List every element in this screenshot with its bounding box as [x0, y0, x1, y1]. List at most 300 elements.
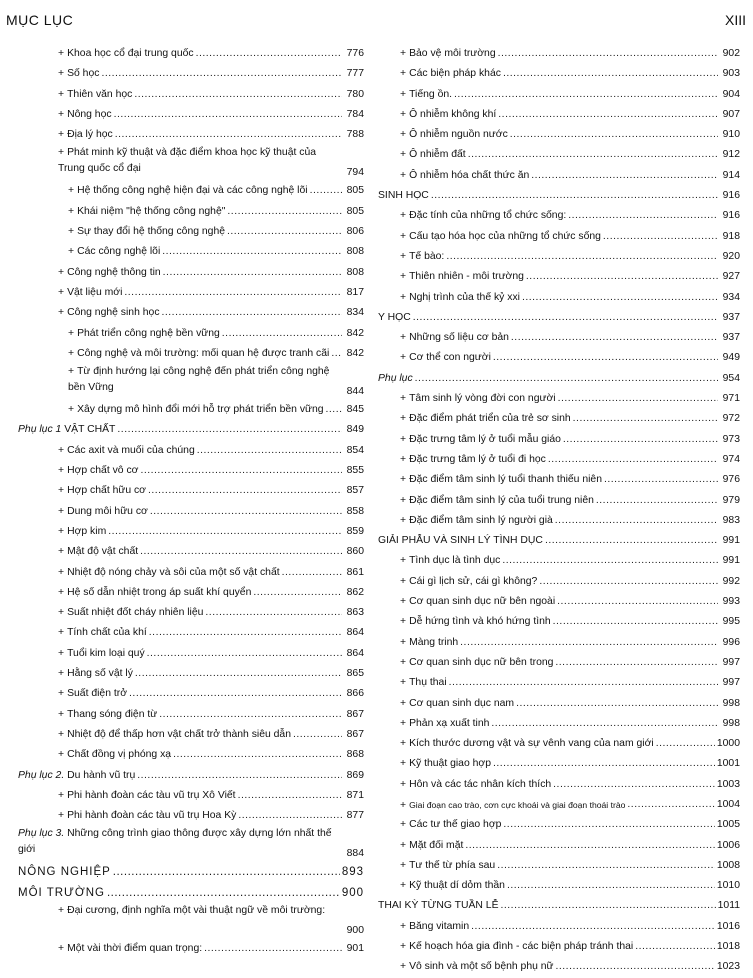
dot-leader	[503, 815, 714, 835]
bullet-icon: +	[58, 465, 65, 477]
toc-entry-text: Thụ thai	[409, 677, 447, 689]
toc-entry	[378, 795, 740, 815]
toc-page-number: 869	[346, 769, 364, 781]
toc-entry	[378, 815, 740, 835]
dot-leader	[502, 551, 718, 571]
dot-leader	[553, 775, 715, 795]
toc-page-number: 902	[722, 48, 740, 59]
toc-entry-title	[400, 856, 495, 876]
dot-leader	[555, 511, 718, 531]
toc-entry-title	[68, 344, 329, 364]
toc-entry-text: Các axit và muối của chúng	[67, 444, 195, 456]
bullet-icon: +	[400, 961, 407, 973]
dot-leader	[522, 288, 718, 308]
bullet-icon: +	[400, 596, 407, 608]
dot-leader	[596, 491, 718, 511]
toc-page-number: 1003	[716, 778, 740, 790]
appendix-label: Phụ lục 3.	[18, 828, 65, 840]
dot-leader	[493, 348, 718, 368]
toc-entry-title	[58, 502, 148, 522]
toc-entry-title	[58, 806, 236, 826]
toc-column-right	[378, 44, 740, 978]
dot-leader	[446, 247, 718, 267]
toc-entry-title	[378, 896, 499, 916]
toc-page-number: 784	[346, 108, 364, 120]
bullet-icon: +	[68, 246, 75, 258]
toc-page-number: 862	[346, 586, 364, 598]
bullet-icon: +	[400, 332, 407, 344]
appendix-label: Phụ lục 2.	[18, 769, 65, 781]
toc-entry-text: Một vài thời điểm quan trọng:	[67, 942, 203, 954]
dot-leader	[548, 450, 718, 470]
toc-entry-title	[68, 324, 220, 344]
bullet-icon: +	[58, 566, 65, 578]
toc-entry-text: Hệ thống công nghệ hiện đại và các công nghệ lõi	[77, 185, 308, 197]
toc-page-number: 1010	[716, 880, 740, 892]
page-header	[6, 12, 746, 32]
toc-entry-text: Tiếng ồn.	[409, 88, 453, 100]
toc-entry	[378, 551, 740, 571]
toc-entry-text: Đặc trưng tâm lý ở tuổi đi học	[409, 453, 546, 465]
toc-entry-text: THAI KỲ TỪNG TUẦN LỄ	[378, 900, 499, 912]
bullet-icon: +	[58, 668, 65, 680]
appendix-label: Phụ lục	[378, 372, 413, 384]
toc-page-number: 916	[722, 190, 740, 202]
bullet-icon: +	[58, 266, 65, 278]
dot-leader	[627, 795, 714, 815]
dot-leader	[498, 44, 718, 64]
toc-entry-text: Du hành vũ trụ	[64, 769, 136, 781]
toc-entry-text: NÔNG NGHIỆP	[18, 866, 111, 879]
dot-leader	[491, 714, 718, 734]
dot-leader	[635, 937, 715, 957]
toc-entry-title	[18, 420, 115, 440]
bullet-icon: +	[58, 108, 65, 120]
dot-leader	[197, 441, 342, 461]
bullet-icon: +	[400, 68, 407, 80]
toc-entry-text: Khái niệm "hệ thống công nghệ"	[77, 205, 226, 217]
toc-entry	[18, 105, 364, 125]
toc-entry	[378, 694, 740, 714]
dot-leader	[516, 694, 718, 714]
toc-entry-title	[58, 664, 133, 684]
toc-entry	[378, 64, 740, 84]
toc-entry	[378, 917, 740, 937]
toc-page-number: 808	[346, 246, 364, 258]
toc-entry-text: Những số liệu cơ bản	[409, 332, 509, 344]
bullet-icon: +	[400, 271, 407, 283]
dot-leader	[196, 44, 342, 64]
toc-entry-text: Ô nhiễm hóa chất thức ăn	[409, 169, 530, 181]
toc-entry	[378, 856, 740, 876]
bullet-icon: +	[68, 185, 75, 197]
toc-entry	[378, 145, 740, 165]
dot-leader	[238, 786, 342, 806]
toc-entry-text: Giai đoạn cao trào, cơn cực khoái và giai đoạn thoái trào	[409, 799, 626, 810]
toc-entry	[378, 389, 740, 409]
bullet-icon: +	[58, 68, 65, 80]
bullet-icon: +	[400, 108, 407, 120]
bullet-icon: +	[68, 366, 75, 378]
toc-page-number: 1008	[716, 859, 740, 871]
toc-entry-title	[400, 775, 551, 795]
toc-entry-text: Hợp chất hữu cơ	[67, 485, 146, 497]
dot-leader	[163, 263, 342, 283]
bullet-icon: +	[68, 226, 75, 238]
dot-leader	[113, 862, 340, 882]
toc-entry-title	[400, 714, 489, 734]
bullet-icon: +	[400, 88, 407, 100]
toc-page-number: 983	[722, 514, 740, 526]
dot-leader	[507, 876, 715, 896]
bullet-icon: +	[400, 677, 407, 689]
toc-entry	[18, 481, 364, 501]
bullet-icon: +	[58, 749, 65, 761]
dot-leader	[150, 502, 342, 522]
toc-entry-text: Kỹ thuật giao hợp	[409, 758, 491, 770]
bullet-icon: +	[400, 778, 407, 790]
toc-entry-title	[58, 85, 132, 105]
toc-page-number: 1016	[716, 920, 740, 932]
toc-entry-title	[400, 166, 529, 186]
toc-entry-title	[400, 572, 537, 592]
toc-entry-text: Đặc tính của những tổ chức sống:	[409, 210, 567, 222]
toc-page-number: 866	[346, 688, 364, 700]
toc-entry-text: Đặc điểm tâm sinh lý người già	[409, 514, 553, 526]
toc-entry-title	[18, 826, 344, 862]
toc-page-number: 776	[346, 48, 364, 59]
toc-entry-title	[400, 592, 555, 612]
dot-leader	[531, 166, 718, 186]
toc-entry-title	[58, 283, 122, 303]
toc-entry-title	[378, 369, 413, 389]
toc-entry-title	[58, 522, 106, 542]
toc-entry-text: Cơ quan sinh dục nữ bên ngoài	[409, 596, 556, 608]
toc-entry	[378, 308, 740, 328]
toc-entry-text: Khoa học cổ đại trung quốc	[67, 48, 194, 59]
toc-entry	[18, 364, 364, 400]
dot-leader	[108, 522, 342, 542]
dot-leader	[227, 222, 342, 242]
bullet-icon: +	[400, 636, 407, 648]
page-number: XIII	[724, 12, 746, 28]
toc-entry-text: Phi hành đoàn các tàu vũ trụ Xô Viết	[67, 789, 236, 801]
toc-entry	[18, 324, 364, 344]
toc-page-number: 920	[722, 250, 740, 262]
toc-entry-title	[400, 876, 505, 896]
toc-entry	[18, 85, 364, 105]
toc-page-number: 996	[722, 636, 740, 648]
dot-leader	[148, 481, 342, 501]
toc-page-number: 900	[341, 886, 364, 899]
toc-page-number: 849	[346, 424, 364, 436]
toc-page-number: 934	[722, 291, 740, 303]
bullet-icon: +	[400, 48, 407, 59]
bullet-icon: +	[400, 494, 407, 506]
toc-entry-text: Tình dục là tình dục	[409, 555, 501, 567]
dot-leader	[454, 85, 718, 105]
toc-entry	[378, 186, 740, 206]
toc-entry-title	[400, 491, 594, 511]
toc-entry	[18, 181, 364, 201]
bullet-icon: +	[68, 205, 75, 217]
toc-entry-text: Suất điện trở	[67, 688, 128, 700]
bullet-icon: +	[58, 627, 65, 639]
toc-page-number: 780	[346, 88, 364, 100]
toc-page-number: 808	[346, 266, 364, 278]
toc-entry-title	[400, 44, 496, 64]
toc-page-number: 855	[346, 465, 364, 477]
toc-entry	[378, 470, 740, 490]
toc-entry-text: Đặc điểm phát triển của trẻ sơ sinh	[409, 413, 571, 425]
toc-entry-text: Hệ số dẫn nhiệt trong áp suất khí quyển	[67, 586, 252, 598]
dot-leader	[238, 806, 342, 826]
toc-page-number: 992	[722, 575, 740, 587]
toc-entry-text: Những công trình giao thông được xây dựng lớn nhất thế giới	[18, 828, 332, 856]
toc-page-number: 854	[346, 444, 364, 456]
dot-leader	[511, 328, 718, 348]
bullet-icon: +	[58, 505, 65, 517]
toc-entry-text: Các tư thế giao hợp	[409, 819, 502, 831]
toc-entry-title	[400, 389, 556, 409]
toc-entry-title	[58, 623, 147, 643]
toc-page-number: 842	[346, 327, 364, 339]
dot-leader	[331, 344, 342, 364]
dot-leader	[227, 202, 342, 222]
bullet-icon: +	[400, 859, 407, 871]
toc-page-number: 842	[346, 347, 364, 359]
toc-page-number: 918	[722, 230, 740, 242]
dot-leader	[205, 603, 342, 623]
toc-entry-title	[58, 481, 146, 501]
toc-entry	[18, 883, 364, 903]
toc-entry	[18, 826, 364, 862]
toc-entry-text: Nhiệt độ nóng chảy và sôi của một số vật chất	[67, 566, 280, 578]
toc-entry-text: Hợp chất vô cơ	[67, 465, 139, 477]
toc-entry	[378, 572, 740, 592]
toc-entry-text: Phản xạ xuất tinh	[409, 717, 490, 729]
toc-entry-title	[58, 786, 236, 806]
toc-entry	[378, 876, 740, 896]
dot-leader	[545, 531, 718, 551]
toc-page-number: 1005	[716, 819, 740, 831]
toc-page-number: 861	[346, 566, 364, 578]
toc-entry-title	[378, 308, 411, 328]
toc-entry	[378, 450, 740, 470]
dot-leader	[149, 623, 342, 643]
toc-entry	[378, 531, 740, 551]
dot-leader	[135, 664, 342, 684]
toc-entry-title	[400, 450, 546, 470]
bullet-icon: +	[400, 433, 407, 445]
bullet-icon: +	[400, 616, 407, 628]
dot-leader	[173, 745, 342, 765]
toc-entry-title	[400, 206, 566, 226]
dot-leader	[282, 563, 342, 583]
toc-page-number: 834	[346, 307, 364, 319]
toc-page-number: 997	[722, 656, 740, 668]
toc-entry-text: Tư thế từ phía sau	[409, 859, 496, 871]
toc-page-number: 817	[346, 286, 364, 298]
bullet-icon: +	[400, 169, 407, 181]
bullet-icon: +	[400, 920, 407, 932]
toc-entry-title	[68, 242, 160, 262]
dot-leader	[413, 308, 718, 328]
toc-page-number: 972	[722, 413, 740, 425]
bullet-icon: +	[400, 819, 407, 831]
dot-leader	[107, 883, 340, 903]
toc-page-number: 914	[722, 169, 740, 181]
bullet-icon: +	[400, 149, 407, 161]
toc-entry-title	[18, 766, 135, 786]
toc-entry	[18, 745, 364, 765]
toc-entry	[378, 592, 740, 612]
dot-leader	[310, 181, 342, 201]
toc-page-number: 893	[341, 866, 364, 879]
bullet-icon: +	[400, 717, 407, 729]
toc-entry	[378, 348, 740, 368]
toc-entry-text: VẬT CHẤT	[61, 424, 116, 436]
toc-entry	[378, 734, 740, 754]
toc-entry-text: MÔI TRƯỜNG	[18, 886, 105, 899]
toc-entry-text: Tâm sinh lý vòng đời con người	[409, 393, 556, 405]
toc-entry	[18, 242, 364, 262]
bullet-icon: +	[400, 799, 407, 811]
bullet-icon: +	[58, 129, 65, 141]
toc-entry-title	[400, 694, 514, 714]
toc-entry-text: Hôn và các tác nhân kích thích	[409, 778, 552, 790]
dot-leader	[134, 85, 342, 105]
toc-entry	[18, 786, 364, 806]
toc-page-number: 993	[722, 596, 740, 608]
toc-entry	[18, 862, 364, 882]
toc-entry-title	[58, 441, 195, 461]
toc-entry-text: Thang sóng điện từ	[67, 708, 158, 720]
dot-leader	[115, 125, 342, 145]
toc-entry-text: Tế bào:	[409, 250, 445, 262]
toc-entry-title	[378, 531, 543, 551]
dot-leader	[415, 369, 718, 389]
appendix-label: Phụ lục 1	[18, 424, 62, 436]
dot-leader	[162, 303, 342, 323]
toc-entry	[18, 222, 364, 242]
toc-entry-text: Công nghệ thông tin	[67, 266, 161, 278]
toc-entry-title	[400, 511, 553, 531]
toc-entry-title	[68, 222, 225, 242]
bullet-icon: +	[400, 656, 407, 668]
dot-leader	[557, 592, 718, 612]
bullet-icon: +	[58, 607, 65, 619]
bullet-icon: +	[400, 352, 407, 364]
dot-leader	[460, 633, 718, 653]
toc-entry-title	[400, 612, 551, 632]
toc-page-number: 901	[346, 942, 364, 954]
bullet-icon: +	[400, 250, 407, 262]
bullet-icon: +	[58, 586, 65, 598]
dot-leader	[204, 939, 342, 959]
toc-entry-title	[68, 364, 344, 400]
dot-leader	[604, 470, 718, 490]
toc-page-number: 991	[722, 555, 740, 567]
toc-entry-title	[400, 754, 491, 774]
toc-entry	[18, 344, 364, 364]
toc-entry-text: Đại cương, định nghĩa một vài thuật ngữ về môi trường:	[67, 904, 326, 916]
bullet-icon: +	[400, 697, 407, 709]
bullet-icon: +	[400, 839, 407, 851]
toc-page-number: 805	[346, 185, 364, 197]
toc-entry	[378, 328, 740, 348]
toc-entry	[18, 939, 364, 959]
toc-entry-text: Tính chất của khí	[67, 627, 147, 639]
toc-page-number: 910	[722, 129, 740, 141]
toc-page-number: 1011	[717, 900, 740, 912]
toc-entry-text: Thiên nhiên - môi trường	[409, 271, 524, 283]
toc-entry	[378, 85, 740, 105]
toc-entry-text: Các biện pháp khác	[409, 68, 501, 80]
toc-page-number: 900	[346, 924, 364, 936]
dot-leader	[147, 644, 342, 664]
toc-entry-title	[18, 883, 105, 903]
toc-entry-title	[400, 64, 501, 84]
dot-leader	[501, 896, 716, 916]
toc-entry	[18, 44, 364, 64]
bullet-icon: +	[68, 404, 75, 416]
toc-page-number: 907	[722, 108, 740, 120]
toc-entry	[378, 896, 740, 916]
bullet-icon: +	[58, 728, 65, 740]
toc-entry-title	[58, 644, 145, 664]
dot-leader	[124, 283, 342, 303]
toc-entry-title	[58, 684, 127, 704]
toc-entry	[378, 288, 740, 308]
toc-entry	[18, 283, 364, 303]
toc-entry	[378, 754, 740, 774]
toc-entry-title	[400, 267, 524, 287]
toc-entry-title	[378, 186, 429, 206]
toc-entry	[18, 542, 364, 562]
toc-page-number: 976	[722, 474, 740, 486]
toc-entry	[18, 623, 364, 643]
toc-entry-text: Ô nhiễm không khí	[409, 108, 497, 120]
toc-entry	[378, 836, 740, 856]
toc-entry-title	[400, 551, 500, 571]
dot-leader	[101, 64, 342, 84]
toc-entry-title	[400, 795, 625, 815]
toc-entry-text: Màng trinh	[409, 636, 459, 648]
toc-page-number: 794	[346, 167, 364, 179]
toc-column-left	[18, 44, 364, 959]
toc-entry-title	[18, 862, 111, 882]
toc-page-number: 857	[346, 485, 364, 497]
dot-leader	[253, 583, 342, 603]
toc-entry	[378, 612, 740, 632]
toc-page-number: 973	[722, 433, 740, 445]
bullet-icon: +	[58, 485, 65, 497]
toc-page-number: 974	[722, 453, 740, 465]
toc-entry-text: Cơ thể con người	[409, 352, 491, 364]
toc-entry	[378, 673, 740, 693]
toc-entry-title	[58, 939, 202, 959]
toc-entry-title	[400, 125, 508, 145]
dot-leader	[468, 145, 718, 165]
toc-entry-text: Từ định hướng lại công nghệ đến phát triển công nghệ bền Vững	[68, 366, 330, 394]
toc-entry-text: Đặc điểm tâm sinh lý tuổi thanh thiếu niên	[409, 474, 602, 486]
dot-leader	[293, 725, 342, 745]
bullet-icon: +	[400, 129, 407, 141]
toc-entry	[18, 202, 364, 222]
toc-entry-title	[400, 247, 444, 267]
toc-page-number: 867	[346, 708, 364, 720]
